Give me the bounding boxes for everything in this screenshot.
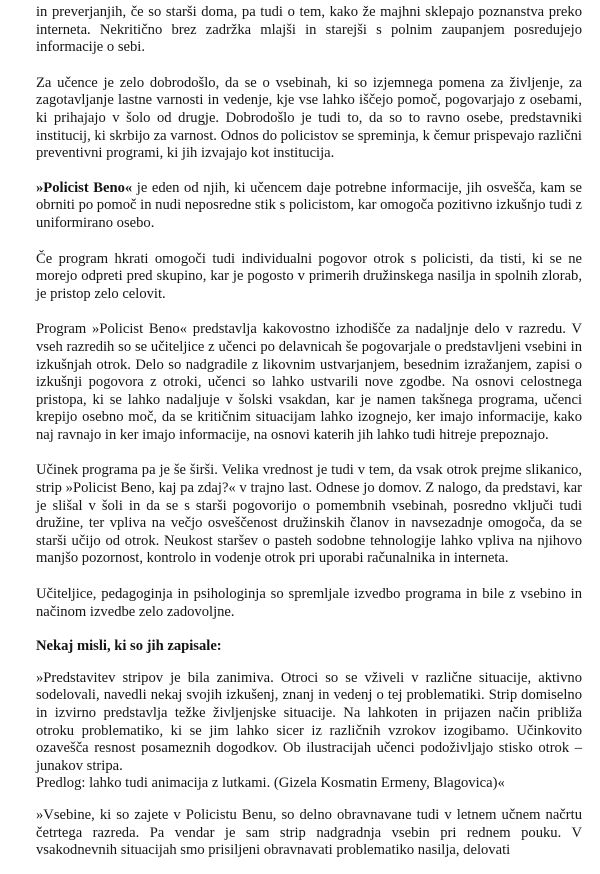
document-page	[36, 4, 582, 874]
policist-beno-text: je eden od njih, ki učencem daje potrebne informacije, jih osvešča, kam se obrniti po pomoč in nudi neposredne stik s policistom, kar omogoča pozitivno izkušnjo tudi z uniformirano osebo.	[36, 179, 583, 231]
quote-text: »Predstavitev stripov je bila zanimiva. Otroci so se vživeli v različne situacije, aktivno sodelovali, navedli nekaj svojih izkušenj, znanj in vedenj o tej problematiki. Strip domiselno in izvirno predstavlja težke življenjske situacije. Na lahkoten in prijazen način približa otroku problematiko, ki se jim lahko sicer iz različnih vzrokov izogibamo. Učinkovito ozavešča resnost posameznih dogodkov. Ob ilustracijah učenci podoživljajo stisko otrok – junakov stripa.	[36, 669, 582, 774]
program-paragraph: Program »Policist Beno« predstavlja kakovostno izhodišče za nadaljnje delo v razredu. V vseh razredih so se učiteljice z učenci po delavnicah še pogovarjale o predstavljeni vsebini in izkušnjah otrok. Delo so nadgradile z likovnim ustvarjanjem, besednim izražanjem, zapisi o izkušnji pogovora z otroki, učenci so lahko ustvarili nove zgodbe. Na osnovi celostnega pristopa, ki se lahko nadaljuje v šolski vsakdan, kar je namen takšnega programa, učenci krepijo osebno moč, da se kritičnim situacijam lahko izognejo, ker imajo informacije, kako naj ravnajo in ker imajo informacije, na osnovi katerih jih lahko tudi hitreje prepoznajo.	[36, 321, 582, 443]
intro-paragraph: in preverjanjih, če so starši doma, pa tudi o tem, kako že majhni sklepajo poznanstva preko interneta. Nekritično brez zadržka mlajši in starejši s polnim zaupanjem posredujejo informacije o sebi.	[36, 4, 582, 56]
students-paragraph: Za učence je zelo dobrodošlo, da se o vsebinah, ki so izjemnega pomena za življenje, za zagotavljanje lastne varnosti in vedenje, kje vse lahko iščejo pomoč, pogovarjajo z osebami, ki prihajajo v šolo od drugje. Dobrodošlo je tudi to, da so to ravno osebe, predstavniki institucij, ki skrbijo za varnost. Odnos do policistov se spreminja, k čemur prispevajo različni preventivni programi, ki jih izvajajo kot institucija.	[36, 74, 582, 162]
program-name: »Policist Beno«	[36, 179, 133, 196]
quote-paragraph	[36, 670, 582, 793]
section-heading: Nekaj misli, ki so jih zapisale:	[36, 638, 222, 655]
individual-talk-paragraph: Če program hkrati omogoči tudi individualni pogovor otrok s policisti, da tisti, ki se ne morejo odpreti pred skupino, kar je pogosto v primerih družinskega nasilja in spolnih zlorab, je pristop zelo celovit.	[36, 250, 582, 302]
quote-suggestion: Predlog: lahko tudi animacija z lutkami. (Gizela Kosmatin Ermeny, Blagovica)«	[36, 775, 505, 792]
effect-paragraph: Učinek programa pa je še širši. Velika vrednost je tudi v tem, da vsak otrok prejme slikanico, strip »Policist Beno, kaj pa zdaj?« v trajno last. Odnese jo domov. Z nalogo, da predstavi, kar je slišal v šoli in da se s starši pogovorijo o pomembnih vsebinah, posredno vključi tudi družine, ter vpliva na večjo osveščenost družinskih članov in navsezadnje omogoča, da se starši učijo od otrok. Neukost staršev o pasteh sodobne tehnologije lahko vpliva na njihovo manjšo pozornost, kontrolo in vodenje otrok pri uporabi računalnika in interneta.	[36, 462, 582, 567]
policist-beno-paragraph	[36, 180, 582, 233]
teachers-paragraph: Učiteljice, pedagoginja in psihologinja so spremljale izvedbo programa in bile z vsebino in načinom izvedbe zelo zadovoljne.	[36, 586, 582, 620]
quote-paragraph-2: »Vsebine, ki so zajete v Policistu Benu, so delno obravnavane tudi v letnem učnem načrtu četrtega razreda. Pa vendar je sam strip nadgradnja vsebin pri rednem pouku. V vsakodnevnih situacijah smo prisiljeni obravnavati problematiko nasilja, delovati	[36, 806, 582, 859]
